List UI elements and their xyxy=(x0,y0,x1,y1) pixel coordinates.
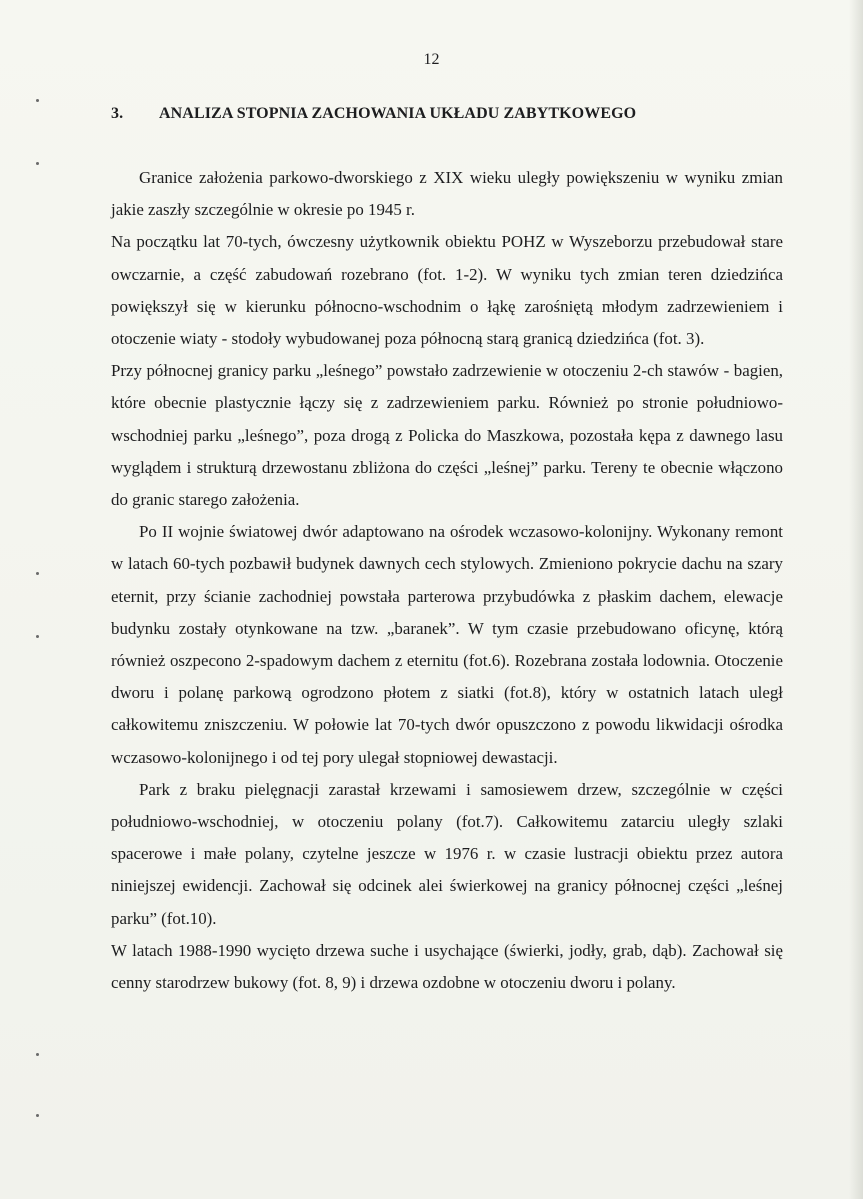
paragraph: Po II wojnie światowej dwór adaptowano na ośrodek wczasowo-kolonijny. Wykonany remont w latach 60-tych pozbawił budynek dawnych cech stylowych. Zmieniono pokrycie dachu na szary eternit, przy ścianie zachodniej powstała parterowa przybudówka z płaskim dachem, elewacje budynku zostały otynkowane na tzw. „baranek”. W tym czasie przebudowano oficynę, którą również oszpecono 2-spadowym dachem z eternitu (fot.6). Rozebrana została lodownia. Otoczenie dworu i polanę parkową ogrodzono płotem z siatki (fot.8), który w ostatnich latach uległ całkowitemu zniszczeniu. W połowie lat 70-tych dwór opuszczono z powodu likwidacji ośrodka wczasowo-kolonijnego i od tej pory ulegał stopniowej dewastacji. xyxy=(111,522,783,767)
binder-hole-mark xyxy=(36,635,39,638)
paragraph: Przy północnej granicy parku „leśnego” powstało zadrzewienie w otoczeniu 2-ch stawów - bagien, które obecnie plastycznie łączy się z zadrzewieniem parku. Również po stronie południowo-wschodniej parku „leśnego”, poza drogą z Policka do Maszkowa, pozostała kępa z dawnego lasu wyglądem i strukturą drzewostanu zbliżona do części „leśnej” parku. Tereny te obecnie włączono do granic starego założenia. xyxy=(111,361,783,510)
binder-hole-mark xyxy=(36,99,39,102)
binder-hole-mark xyxy=(36,572,39,575)
section-number: 3. xyxy=(111,105,124,122)
body-text xyxy=(111,162,783,999)
paragraph: Na początku lat 70-tych, ówczesny użytkownik obiektu POHZ w Wyszeborzu przebudował stare owczarnie, a część zabudowań rozebrano (fot. 1-2). W wyniku tych zmian teren dziedzińca powiększył się w kierunku północno-wschodnim o łąkę zarośniętą młodym zadrzewieniem i otoczenie wiaty - stodoły wybudowanej poza północną starą granicą dziedzińca (fot. 3). xyxy=(111,232,783,349)
binder-hole-mark xyxy=(36,162,39,165)
binder-hole-mark xyxy=(36,1114,39,1117)
section-heading xyxy=(111,103,783,125)
section-title: ANALIZA STOPNIA ZACHOWANIA UKŁADU ZABYTKOWEGO xyxy=(159,105,637,122)
paragraph: Park z braku pielęgnacji zarastał krzewami i samosiewem drzew, szczególnie w części południowo-wschodniej, w otoczeniu polany (fot.7). Całkowitemu zatarciu uległy szlaki spacerowe i małe polany, czytelne jeszcze w 1976 r. w czasie lustracji obiektu przez autora niniejszej ewidencji. Zachował się odcinek alei świerkowej na granicy północnej części „leśnej parku” (fot.10). xyxy=(111,779,783,928)
paragraph: Granice założenia parkowo-dworskiego z XIX wieku uległy powiększeniu w wyniku zmian jakie zaszły szczególnie w okresie po 1945 r. xyxy=(111,168,783,220)
page-number: 12 xyxy=(423,51,440,68)
binder-hole-mark xyxy=(36,1053,39,1056)
paragraph: W latach 1988-1990 wycięto drzewa suche i usychające (świerki, jodły, grab, dąb). Zachował się cenny starodrzew bukowy (fot. 8, 9) i drzewa ozdobne w otoczeniu dworu i polany. xyxy=(111,940,783,993)
page-edge-shadow xyxy=(849,0,863,1199)
